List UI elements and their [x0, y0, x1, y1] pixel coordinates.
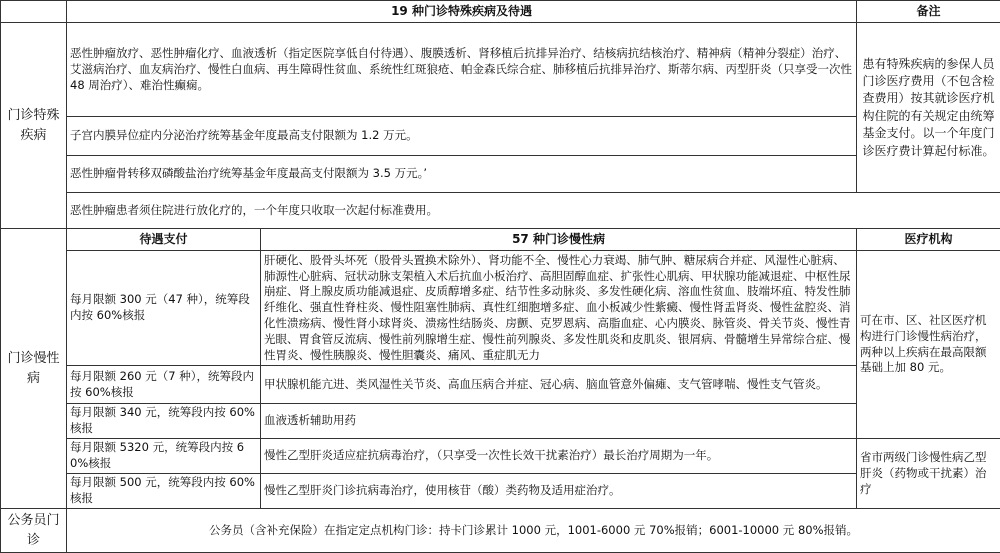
special-row-1: 恶性肿瘤放疗、恶性肿瘤化疗、血液透析（指定医院享低自付待遇）、腹膜透析、肾移植后抗排异治疗、结核病抗结核治疗、精神病（精神分裂症）治疗、艾滋病治疗、血友病治疗、慢性白血病、再生障碍性贫血、系统性红斑狼疮、帕金森氏综合症、肺移植后抗排异治疗、斯蒂尔病、丙型肝炎（只享受一次性 48 周治疗）、难治性癫痫。: [67, 23, 857, 117]
chronic-pay-3: 每月限额 340 元，统筹段内按 60%核报: [67, 403, 261, 438]
special-row-3: 恶性肿瘤骨转移双磷酸盐治疗统筹基金年度最高支付限额为 3.5 万元。’: [67, 155, 857, 192]
civil-servant-text: 公务员（含补充保险）在指定定点机构门诊：持卡门诊累计 1000 元，1001-6000 元 70%报销；6001-10000 元 80%报销。: [67, 509, 1000, 553]
chronic-disease-1: 肝硬化、股骨头坏死（股骨头置换术除外）、肾功能不全、慢性心力衰竭、肺气肿、糖尿病合并症、风湿性心脏病、肺源性心脏病、冠状动脉支架植入术后抗血小板治疗、高胆固醇血症、扩张性心肌病、甲状腺功能减退症、中枢性尿崩症、肾上腺皮质功能减退症、皮质醇增多症、结节性多动脉炎、多发性硬化病、溶血性贫血、肢端坏疽、特发性肺纤维化、强直性脊柱炎、慢性阻塞性肺病、真性红细胞增多症、血小板减少性紫癜、慢性肾盂肾炎、慢性盆腔炎、消化性溃疡病、慢性肾小球肾炎、溃疡性结肠炎、房颤、克罗恩病、高脂血症、心内膜炎、脉管炎、骨关节炎、慢性青光眼、胃食管反流病、慢性前列腺增生症、慢性前列腺炎、多发性肌炎和皮肌炎、银屑病、骨髓增生异常综合症、慢性胃炎、慢性胰腺炎、慢性胆囊炎、痛风、重症肌无力: [261, 251, 857, 366]
hepatitis-institution-note: 省市两级门诊慢性病乙型肝炎（药物或干扰素）治疗: [857, 439, 1000, 509]
chronic-disease-label: 门诊慢性病: [1, 228, 67, 509]
special-row-4: 恶性肿瘤患者须住院进行放化疗的，一个年度只收取一次起付标准费用。: [67, 193, 1000, 228]
special-note: 患有特殊疾病的参保人员门诊医疗费用（不包含检查费用）按其就诊医疗机构住院的有关规定由统筹基金支付。以一个年度门诊医疗费计算起付标准。: [857, 23, 1000, 193]
institution-column-header: 医疗机构: [857, 228, 1000, 250]
chronic-pay-2: 每月限额 260 元（7 种），统筹段内按 60%核报: [67, 366, 261, 403]
chronic-disease-2: 甲状腺机能亢进、类风湿性关节炎、高血压病合并症、冠心病、脑血管意外偏瘫、支气管哮喘、慢性支气管炎。: [261, 366, 857, 403]
chronic-disease-5: 慢性乙型肝炎门诊抗病毒治疗，使用核苷（酸）类药物及适用症治疗。: [261, 474, 857, 509]
civil-servant-label: 公务员门诊: [1, 509, 67, 553]
special-row-2: 子宫内膜异位症内分泌治疗统筹基金年度最高支付限额为 1.2 万元。: [67, 117, 857, 155]
chronic-pay-5: 每月限额 500 元，统筹段内按 60%核报: [67, 474, 261, 509]
chronic-pay-4: 每月限额 5320 元，统筹段内按 60%核报: [67, 439, 261, 474]
disease-column-header: 57 种门诊慢性病: [261, 228, 857, 250]
chronic-disease-4: 慢性乙型肝炎适应症抗病毒治疗，（只享受一次性长效干扰素治疗）最长治疗周期为一年。: [261, 439, 857, 474]
special-disease-label: 门诊特殊疾病: [1, 23, 67, 229]
pay-column-header: 待遇支付: [67, 228, 261, 250]
note-header: 备注: [857, 1, 1000, 23]
chronic-disease-3: 血液透析辅助用药: [261, 403, 857, 438]
corner-cell: [1, 1, 67, 23]
institution-note: 可在市、区、社区医疗机构进行门诊慢性病治疗，两种以上疾病在最高限额基础上加 80 元。: [857, 251, 1000, 439]
chronic-pay-1: 每月限额 300 元（47 种），统筹段内按 60%核报: [67, 251, 261, 366]
table-title: 19 种门诊特殊疾病及待遇: [67, 1, 857, 23]
